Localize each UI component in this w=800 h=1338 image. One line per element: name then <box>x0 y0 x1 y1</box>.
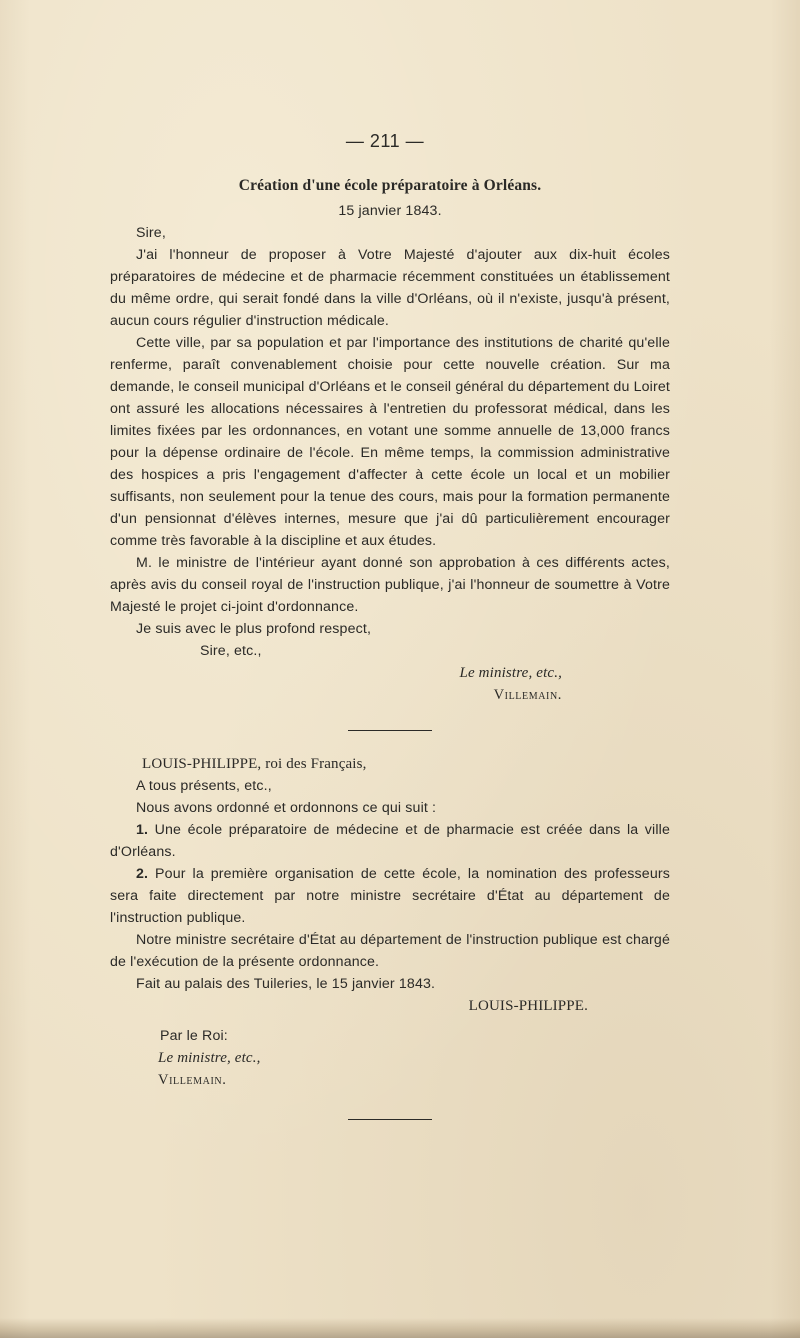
document-title: Création d'une école préparatoire à Orléans. <box>238 177 542 194</box>
report-paragraph: Cette ville, par sa population et par l'importance des institutions de charité qu'elle renferme, paraît convenablement choisie pour cette nouvelle création. Sur ma demande, le conseil municipal d'Orléans et le conseil général du département du Loiret ont assuré les allocations nécessaires à l'entretien du professorat médical, dans les limites fixées par les ordonnances, en votant une somme annuelle de 13,000 francs pour la dépense ordinaire de l'école. En même temps, la commission administrative des hospices a pris l'engagement d'affecter à cette école un local et un mobilier suffisants, non seulement pour la tenue des cours, mais pour la formation permanente d'un pensionnat d'élèves internes, mesure que j'ai dû particulièrement encourager comme très favorable à la discipline et aux études. <box>110 335 670 549</box>
report-closing: Je suis avec le plus profond respect, <box>136 621 372 637</box>
report-paragraph: M. le ministre de l'intérieur ayant donné son approbation à ces différents actes, après avis du conseil royal de l'instruction publique, j'ai l'honneur de soumettre à Votre Majesté le projet ci-joint d'ordonnance. <box>110 555 670 615</box>
king-signature: LOUIS-PHILIPPE. <box>468 998 588 1014</box>
report-signature-title: Le ministre, etc., <box>459 665 562 681</box>
article-text: Pour la première organisation de cette école, la nomination des professeurs sera faite directement par notre ministre secrétaire d'État au département de l'instruction publique. <box>110 866 670 926</box>
par-le-roi: Par le Roi: <box>160 1028 228 1044</box>
article-number: 2. <box>136 866 149 882</box>
report-salutation: Sire, <box>136 225 166 241</box>
report-paragraph: J'ai l'honneur de proposer à Votre Majesté d'ajouter aux dix-huit écoles préparatoires de médecine et de pharmacie récemment constituées un établissement du même ordre, qui serait fondé dans la ville d'Orléans, où il n'existe, jusqu'à présent, aucun cours régulier d'instruction médicale. <box>110 247 670 329</box>
document-date: 15 janvier 1843. <box>338 203 442 219</box>
section-divider <box>348 730 432 731</box>
ordinance-minister-name: Villemain. <box>158 1072 227 1088</box>
ordinance-line: A tous présents, etc., <box>136 778 272 794</box>
ordinance-done-at: Fait au palais des Tuileries, le 15 janvier 1843. <box>136 976 436 992</box>
page-number: — 211 — <box>345 131 425 151</box>
report-closing-sire: Sire, etc., <box>200 643 262 659</box>
ordinance-article <box>110 819 670 863</box>
article-number: 1. <box>136 822 149 838</box>
document-body <box>110 122 670 1120</box>
ordinance-heading: LOUIS-PHILIPPE, roi des Français, <box>142 756 367 772</box>
report-signature-name: Villemain. <box>493 687 562 703</box>
page-bottom-edge <box>0 1318 800 1338</box>
ordinance-execution: Notre ministre secrétaire d'État au département de l'instruction publique est chargé de l'exécution de la présente ordonnance. <box>110 932 670 970</box>
end-divider <box>348 1119 432 1120</box>
ordinance-article <box>110 863 670 929</box>
article-text: Une école préparatoire de médecine et de pharmacie est créée dans la ville d'Orléans. <box>110 822 670 860</box>
ordinance-line: Nous avons ordonné et ordonnons ce qui suit : <box>136 800 437 816</box>
ordinance-minister-title: Le ministre, etc., <box>158 1050 261 1066</box>
